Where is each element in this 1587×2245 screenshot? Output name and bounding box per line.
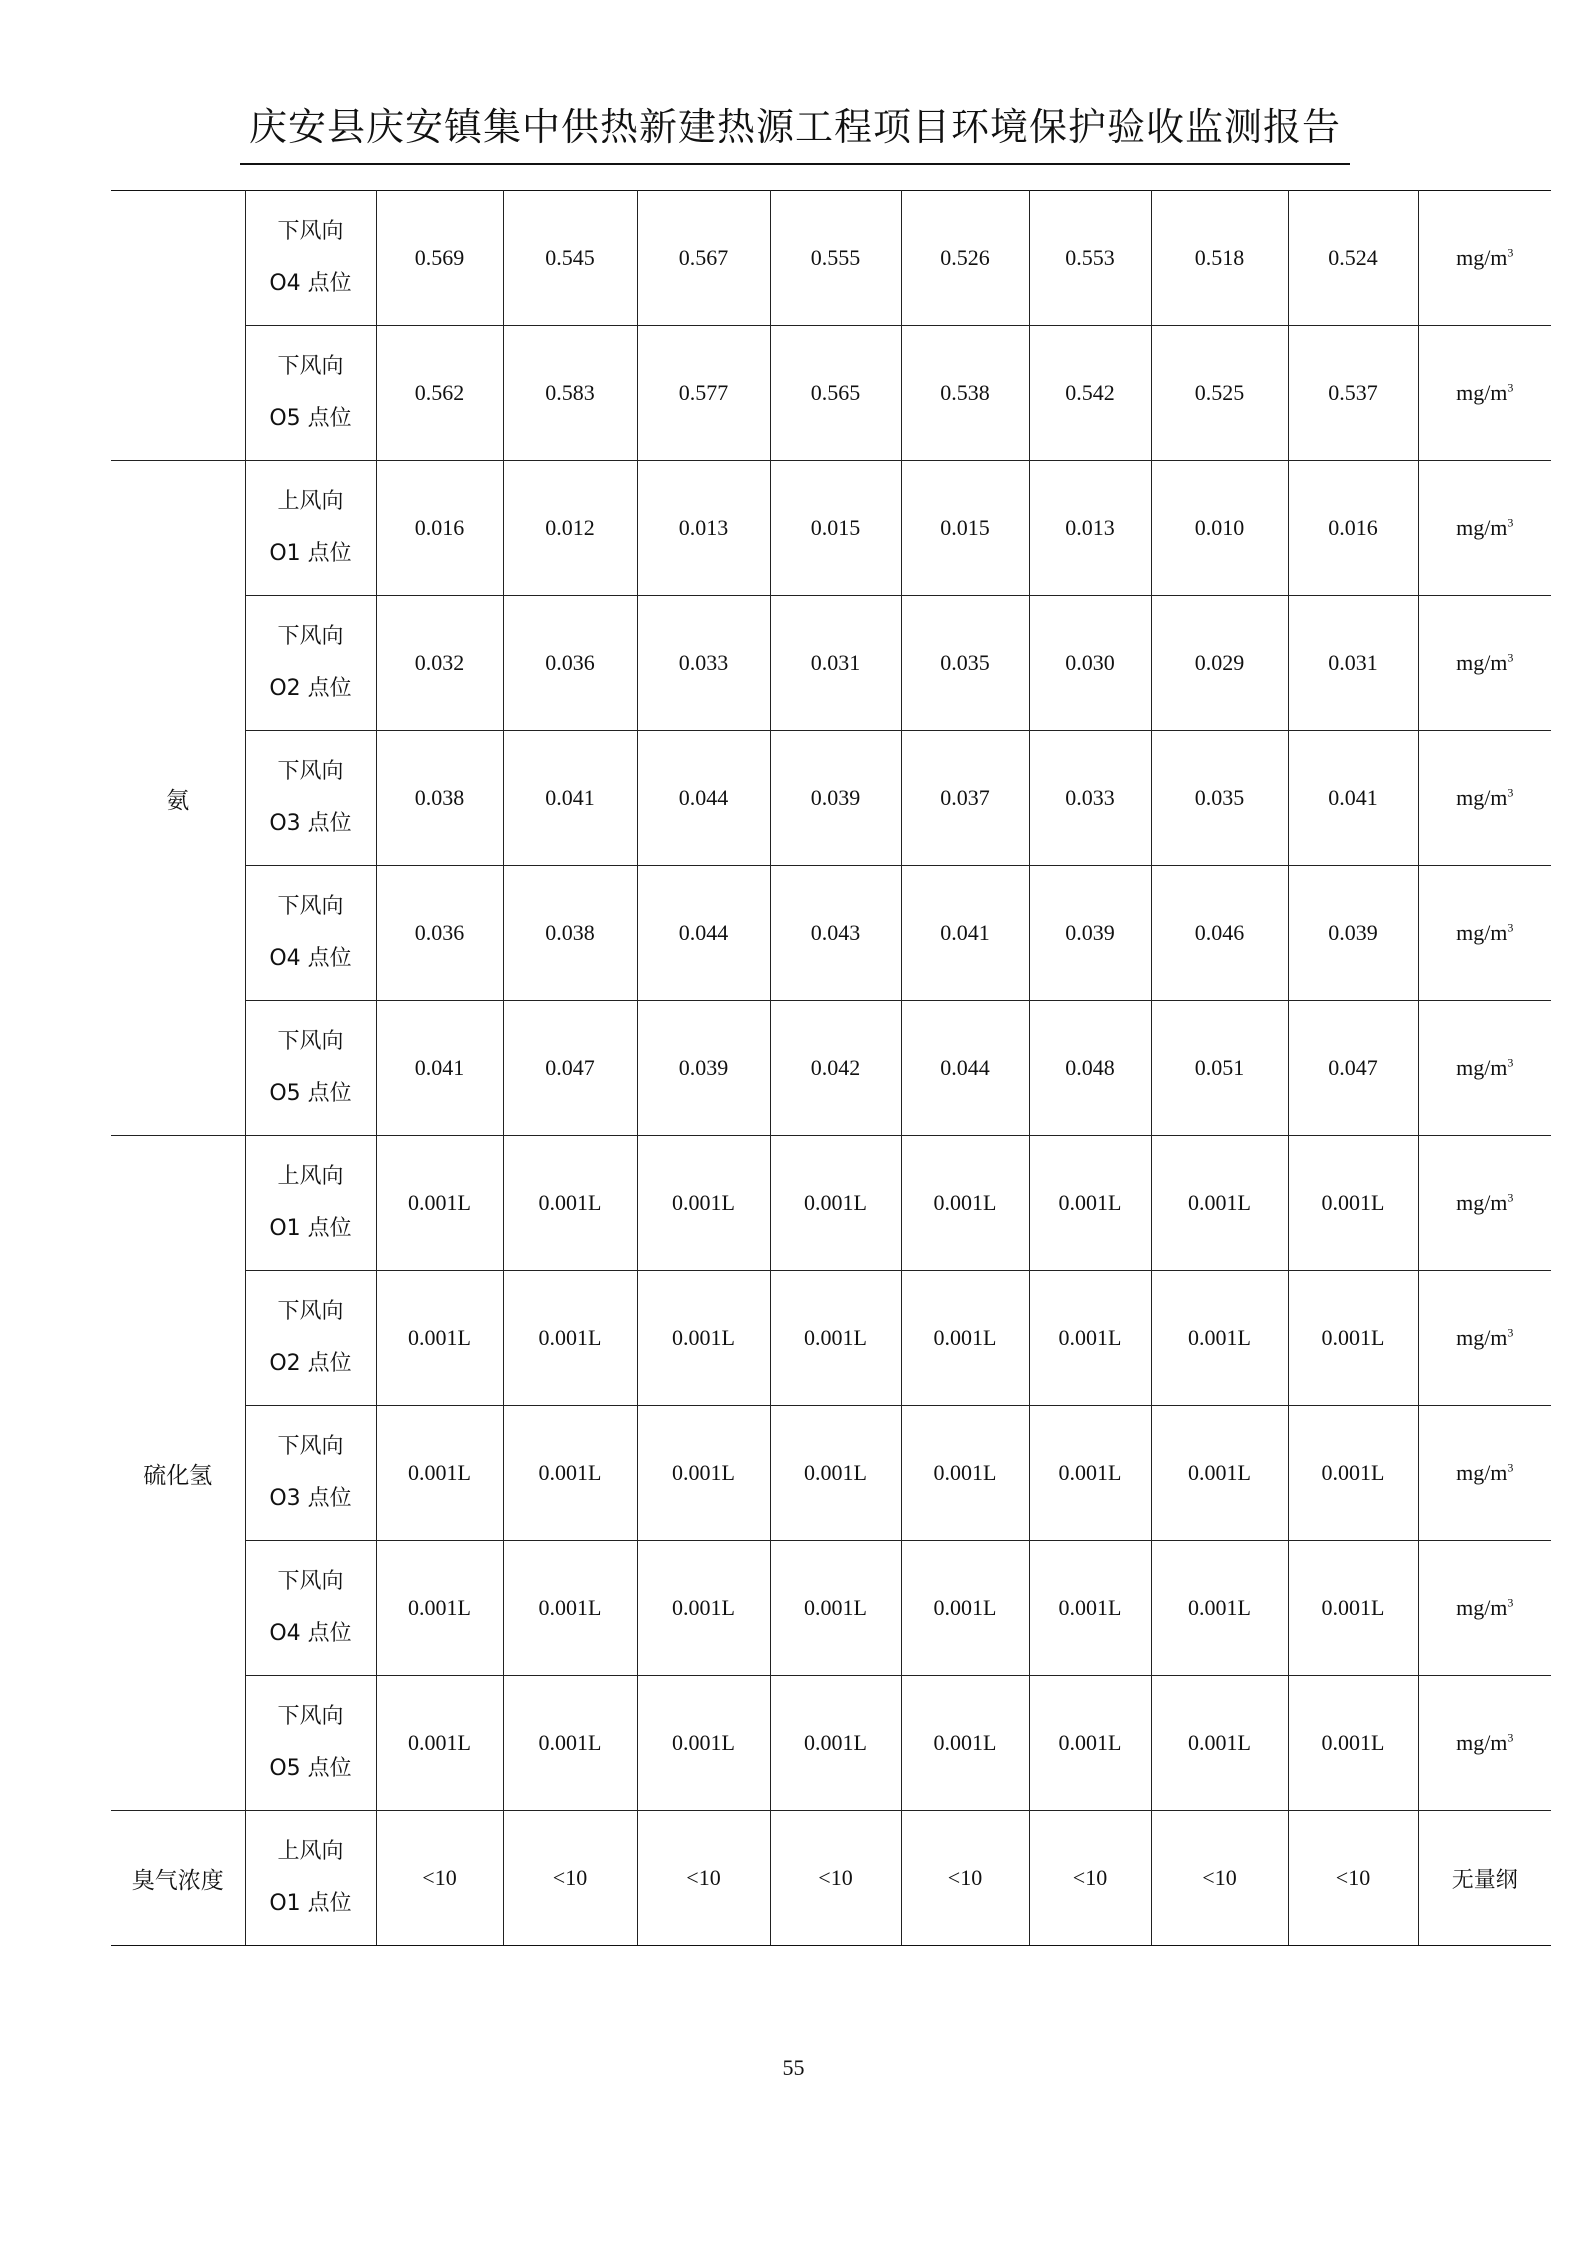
wind-direction-label: 下风向 [277, 1029, 344, 1054]
unit-exponent: 3 [1507, 650, 1514, 665]
point-label: O2 点位 [269, 676, 352, 701]
measurement-value-cell: 0.001L [1151, 1676, 1288, 1811]
unit-cell [1418, 1676, 1551, 1811]
measurement-value-cell: 0.041 [901, 866, 1029, 1001]
unit-cell [1418, 866, 1551, 1001]
measurement-value-cell: 0.001L [1288, 1541, 1418, 1676]
measurement-value-cell: 0.001L [1029, 1271, 1151, 1406]
wind-direction-label: 下风向 [277, 624, 344, 649]
measurement-value-cell: 0.577 [637, 326, 770, 461]
unit-base: mg/m [1456, 1190, 1508, 1215]
measurement-value-cell: 0.583 [503, 326, 637, 461]
measurement-value-cell: <10 [901, 1811, 1029, 1946]
measurement-value-cell: <10 [503, 1811, 637, 1946]
measurement-value-cell: 0.001L [901, 1406, 1029, 1541]
point-label: O1 点位 [269, 541, 352, 566]
point-label: O4 点位 [269, 271, 352, 296]
point-label: O5 点位 [269, 1081, 352, 1106]
table-row [111, 191, 1551, 326]
unit-exponent: 3 [1507, 1595, 1514, 1610]
measurement-value-cell: 0.545 [503, 191, 637, 326]
measurement-value-cell: 0.047 [1288, 1001, 1418, 1136]
measurement-value-cell: 0.036 [503, 596, 637, 731]
measurement-value-cell: 0.565 [770, 326, 901, 461]
measurement-value-cell: 0.001L [376, 1136, 503, 1271]
monitoring-point-cell [245, 191, 376, 326]
measurement-value-cell: 0.001L [1288, 1136, 1418, 1271]
pollutant-name-cell: 氨 [111, 461, 245, 1136]
table-row [111, 326, 1551, 461]
measurement-value-cell: 0.035 [1151, 731, 1288, 866]
page-number: 55 [782, 2055, 805, 2080]
measurement-value-cell: 0.039 [637, 1001, 770, 1136]
monitoring-point-cell [245, 461, 376, 596]
measurement-value-cell: 0.012 [503, 461, 637, 596]
measurement-value-cell: 0.032 [376, 596, 503, 731]
table-row [111, 866, 1551, 1001]
measurement-value-cell: 0.013 [637, 461, 770, 596]
pollutant-name-cell: 臭气浓度 [111, 1811, 245, 1946]
measurement-value-cell: 0.046 [1151, 866, 1288, 1001]
measurement-value-cell: 0.047 [503, 1001, 637, 1136]
measurement-value-cell: 0.538 [901, 326, 1029, 461]
measurement-value-cell: <10 [1151, 1811, 1288, 1946]
point-label: O4 点位 [269, 946, 352, 971]
wind-direction-label: 下风向 [277, 894, 344, 919]
unit-cell [1418, 1541, 1551, 1676]
wind-direction-label: 下风向 [277, 1299, 344, 1324]
measurement-value-cell: 0.001L [376, 1676, 503, 1811]
unit-exponent: 3 [1507, 380, 1514, 395]
measurement-value-cell: 0.001L [637, 1271, 770, 1406]
measurement-value-cell: 0.001L [901, 1136, 1029, 1271]
unit-base: mg/m [1456, 650, 1508, 675]
measurement-value-cell: 0.542 [1029, 326, 1151, 461]
measurement-value-cell: 0.031 [1288, 596, 1418, 731]
point-label: O5 点位 [269, 1756, 352, 1781]
measurement-value-cell: 0.030 [1029, 596, 1151, 731]
measurement-value-cell: 0.001L [637, 1541, 770, 1676]
point-label: O3 点位 [269, 1486, 352, 1511]
monitoring-point-cell [245, 866, 376, 1001]
unit-cell [1418, 191, 1551, 326]
measurement-value-cell: 0.001L [1151, 1271, 1288, 1406]
wind-direction-label: 下风向 [277, 219, 344, 244]
measurement-value-cell: 0.518 [1151, 191, 1288, 326]
measurement-value-cell: 0.001L [1151, 1136, 1288, 1271]
measurement-value-cell: 0.001L [376, 1406, 503, 1541]
unit-base: mg/m [1456, 1730, 1508, 1755]
measurement-value-cell: <10 [637, 1811, 770, 1946]
unit-exponent: 3 [1507, 515, 1514, 530]
measurement-value-cell: 0.537 [1288, 326, 1418, 461]
point-label: O3 点位 [269, 811, 352, 836]
point-label: O2 点位 [269, 1351, 352, 1376]
unit-cell [1418, 1406, 1551, 1541]
measurement-value-cell: 0.041 [376, 1001, 503, 1136]
monitoring-point-cell [245, 1541, 376, 1676]
table-row [111, 1811, 1551, 1946]
unit-cell [1418, 326, 1551, 461]
table-row [111, 1406, 1551, 1541]
unit-base: mg/m [1456, 785, 1508, 810]
measurement-value-cell: <10 [1288, 1811, 1418, 1946]
measurement-value-cell: 0.001L [770, 1136, 901, 1271]
measurement-value-cell: 0.001L [1288, 1676, 1418, 1811]
measurement-value-cell: 0.001L [637, 1406, 770, 1541]
point-label: O5 点位 [269, 406, 352, 431]
measurement-value-cell: 0.001L [770, 1676, 901, 1811]
measurement-value-cell: 0.001L [637, 1136, 770, 1271]
unit-cell [1418, 1271, 1551, 1406]
measurement-value-cell: 0.526 [901, 191, 1029, 326]
table-row [111, 461, 1551, 596]
measurement-value-cell: 0.001L [901, 1676, 1029, 1811]
unit-exponent: 3 [1507, 785, 1514, 800]
measurement-value-cell: 0.001L [770, 1271, 901, 1406]
measurement-value-cell: <10 [770, 1811, 901, 1946]
monitoring-point-cell [245, 326, 376, 461]
measurement-value-cell: 0.001L [1029, 1406, 1151, 1541]
measurement-value-cell: 0.051 [1151, 1001, 1288, 1136]
measurement-value-cell: 0.013 [1029, 461, 1151, 596]
point-label: O1 点位 [269, 1216, 352, 1241]
measurement-value-cell: 0.001L [637, 1676, 770, 1811]
measurement-value-cell: 0.001L [1029, 1541, 1151, 1676]
measurement-value-cell: 0.524 [1288, 191, 1418, 326]
table-row [111, 1136, 1551, 1271]
measurement-value-cell: 0.038 [503, 866, 637, 1001]
unit-base: 无量纲 [1451, 1866, 1518, 1892]
measurement-value-cell: 0.001L [503, 1676, 637, 1811]
measurement-value-cell: 0.001L [1151, 1541, 1288, 1676]
measurement-value-cell: 0.015 [770, 461, 901, 596]
measurement-value-cell: 0.033 [637, 596, 770, 731]
measurement-value-cell: 0.044 [637, 731, 770, 866]
measurement-value-cell: 0.029 [1151, 596, 1288, 731]
measurement-value-cell: 0.001L [1288, 1406, 1418, 1541]
measurement-value-cell: 0.039 [770, 731, 901, 866]
measurement-value-cell: 0.001L [1029, 1676, 1151, 1811]
monitoring-point-cell [245, 731, 376, 866]
measurement-value-cell: 0.562 [376, 326, 503, 461]
measurement-value-cell: 0.037 [901, 731, 1029, 866]
measurement-value-cell: 0.001L [503, 1271, 637, 1406]
measurement-value-cell: 0.001L [376, 1271, 503, 1406]
monitoring-point-cell [245, 596, 376, 731]
table-row [111, 596, 1551, 731]
measurement-value-cell: 0.016 [376, 461, 503, 596]
measurement-value-cell: 0.016 [1288, 461, 1418, 596]
point-label: O1 点位 [269, 1891, 352, 1916]
measurement-value-cell: 0.043 [770, 866, 901, 1001]
monitoring-point-cell [245, 1001, 376, 1136]
measurement-value-cell: 0.001L [376, 1541, 503, 1676]
unit-exponent: 3 [1507, 1730, 1514, 1745]
measurement-value-cell: 0.001L [901, 1541, 1029, 1676]
unit-base: mg/m [1456, 1325, 1508, 1350]
unit-exponent: 3 [1507, 1055, 1514, 1070]
measurement-value-cell: 0.038 [376, 731, 503, 866]
unit-base: mg/m [1456, 1595, 1508, 1620]
table-row [111, 1676, 1551, 1811]
wind-direction-label: 上风向 [277, 489, 344, 514]
table-row [111, 1541, 1551, 1676]
table-row [111, 1001, 1551, 1136]
unit-base: mg/m [1456, 1055, 1508, 1080]
measurement-value-cell: 0.041 [1288, 731, 1418, 866]
unit-base: mg/m [1456, 1460, 1508, 1485]
wind-direction-label: 上风向 [277, 1839, 344, 1864]
wind-direction-label: 下风向 [277, 1704, 344, 1729]
measurement-value-cell: 0.001L [770, 1541, 901, 1676]
monitoring-point-cell [245, 1676, 376, 1811]
measurement-value-cell: 0.048 [1029, 1001, 1151, 1136]
unit-base: mg/m [1456, 245, 1508, 270]
unit-exponent: 3 [1507, 1460, 1514, 1475]
monitoring-point-cell [245, 1136, 376, 1271]
page-header-title: 庆安县庆安镇集中供热新建热源工程项目环境保护验收监测报告 [248, 105, 1341, 149]
measurement-value-cell: <10 [1029, 1811, 1151, 1946]
measurement-value-cell: 0.033 [1029, 731, 1151, 866]
measurement-value-cell: 0.525 [1151, 326, 1288, 461]
unit-exponent: 3 [1507, 1190, 1514, 1205]
measurement-value-cell: 0.039 [1029, 866, 1151, 1001]
unit-exponent: 3 [1507, 1325, 1514, 1340]
measurement-value-cell: 0.001L [770, 1406, 901, 1541]
measurement-value-cell: <10 [376, 1811, 503, 1946]
point-label: O4 点位 [269, 1621, 352, 1646]
unit-exponent: 3 [1507, 245, 1514, 260]
measurement-value-cell: 0.035 [901, 596, 1029, 731]
monitoring-data-table [111, 190, 1551, 1946]
table-body [111, 191, 1551, 1946]
wind-direction-label: 下风向 [277, 1434, 344, 1459]
measurement-value-cell: 0.010 [1151, 461, 1288, 596]
unit-cell [1418, 596, 1551, 731]
unit-base: mg/m [1456, 515, 1508, 540]
monitoring-point-cell [245, 1271, 376, 1406]
unit-cell [1418, 1811, 1551, 1946]
unit-cell [1418, 1136, 1551, 1271]
unit-cell [1418, 461, 1551, 596]
wind-direction-label: 下风向 [277, 354, 344, 379]
monitoring-point-cell [245, 1811, 376, 1946]
pollutant-name-cell: 硫化氢 [111, 1136, 245, 1811]
table-row [111, 731, 1551, 866]
unit-base: mg/m [1456, 920, 1508, 945]
measurement-value-cell: 0.036 [376, 866, 503, 1001]
measurement-value-cell: 0.569 [376, 191, 503, 326]
measurement-value-cell: 0.015 [901, 461, 1029, 596]
measurement-value-cell: 0.553 [1029, 191, 1151, 326]
measurement-value-cell: 0.031 [770, 596, 901, 731]
measurement-value-cell: 0.001L [503, 1136, 637, 1271]
measurement-value-cell: 0.044 [901, 1001, 1029, 1136]
measurement-value-cell: 0.042 [770, 1001, 901, 1136]
measurement-value-cell: 0.001L [1029, 1136, 1151, 1271]
measurement-value-cell: 0.001L [1151, 1406, 1288, 1541]
wind-direction-label: 下风向 [277, 759, 344, 784]
unit-cell [1418, 731, 1551, 866]
unit-cell [1418, 1001, 1551, 1136]
pollutant-name-cell [111, 191, 245, 461]
measurement-value-cell: 0.044 [637, 866, 770, 1001]
measurement-value-cell: 0.001L [503, 1406, 637, 1541]
header-rule [240, 163, 1350, 165]
measurement-value-cell: 0.041 [503, 731, 637, 866]
measurement-value-cell: 0.001L [503, 1541, 637, 1676]
measurement-value-cell: 0.555 [770, 191, 901, 326]
wind-direction-label: 上风向 [277, 1164, 344, 1189]
measurement-value-cell: 0.001L [901, 1271, 1029, 1406]
monitoring-point-cell [245, 1406, 376, 1541]
unit-exponent: 3 [1507, 920, 1514, 935]
table-row [111, 1271, 1551, 1406]
unit-base: mg/m [1456, 380, 1508, 405]
wind-direction-label: 下风向 [277, 1569, 344, 1594]
measurement-value-cell: 0.039 [1288, 866, 1418, 1001]
measurement-value-cell: 0.001L [1288, 1271, 1418, 1406]
measurement-value-cell: 0.567 [637, 191, 770, 326]
